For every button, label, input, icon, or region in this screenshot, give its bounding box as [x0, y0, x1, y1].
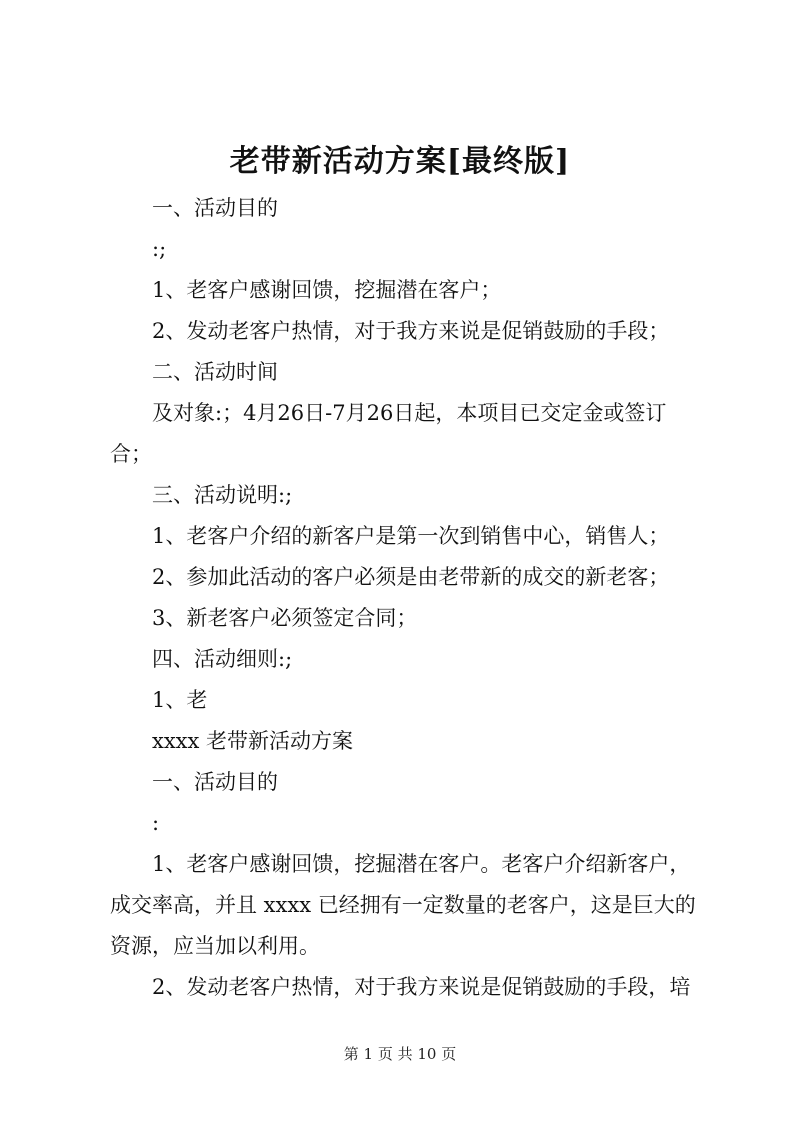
paragraph: :;: [152, 237, 167, 261]
section-heading: 四、活动细则:;: [152, 647, 293, 671]
paragraph: 2、发动老客户热情，对于我方来说是促销鼓励的手段，培: [152, 975, 691, 999]
section-heading: 一、活动目的: [152, 770, 278, 794]
section-heading: 二、活动时间: [152, 360, 278, 384]
document-body: [110, 188, 700, 1008]
paragraph: 2、发动老客户热情，对于我方来说是促销鼓励的手段；: [152, 319, 670, 343]
subtitle: xxxx 老带新活动方案: [152, 729, 354, 753]
document-title: 老带新活动方案[最终版]: [229, 144, 571, 179]
paragraph: 3、新老客户必须签定合同；: [152, 606, 418, 630]
page-footer: 第 1 页 共 10 页: [343, 1045, 457, 1063]
section-heading: 三、活动说明:;: [152, 483, 293, 507]
paragraph: 及对象:；4月26日-7月26日起，本项目已交定金或签订合；: [110, 401, 667, 466]
paragraph: :: [152, 811, 160, 835]
paragraph: 1、老客户感谢回馈，挖掘潜在客户。老客户介绍新客户，成交率高，并且 xxxx 已经拥有一定数量的老客户，这是巨大的资源，应当加以利用。: [110, 852, 696, 958]
section-heading: 一、活动目的: [152, 196, 278, 220]
paragraph: 1、老: [152, 688, 208, 712]
paragraph: 2、参加此活动的客户必须是由老带新的成交的新老客；: [152, 565, 670, 589]
paragraph: 1、老客户介绍的新客户是第一次到销售中心，销售人；: [152, 524, 670, 548]
paragraph: 1、老客户感谢回馈，挖掘潜在客户；: [152, 278, 502, 302]
